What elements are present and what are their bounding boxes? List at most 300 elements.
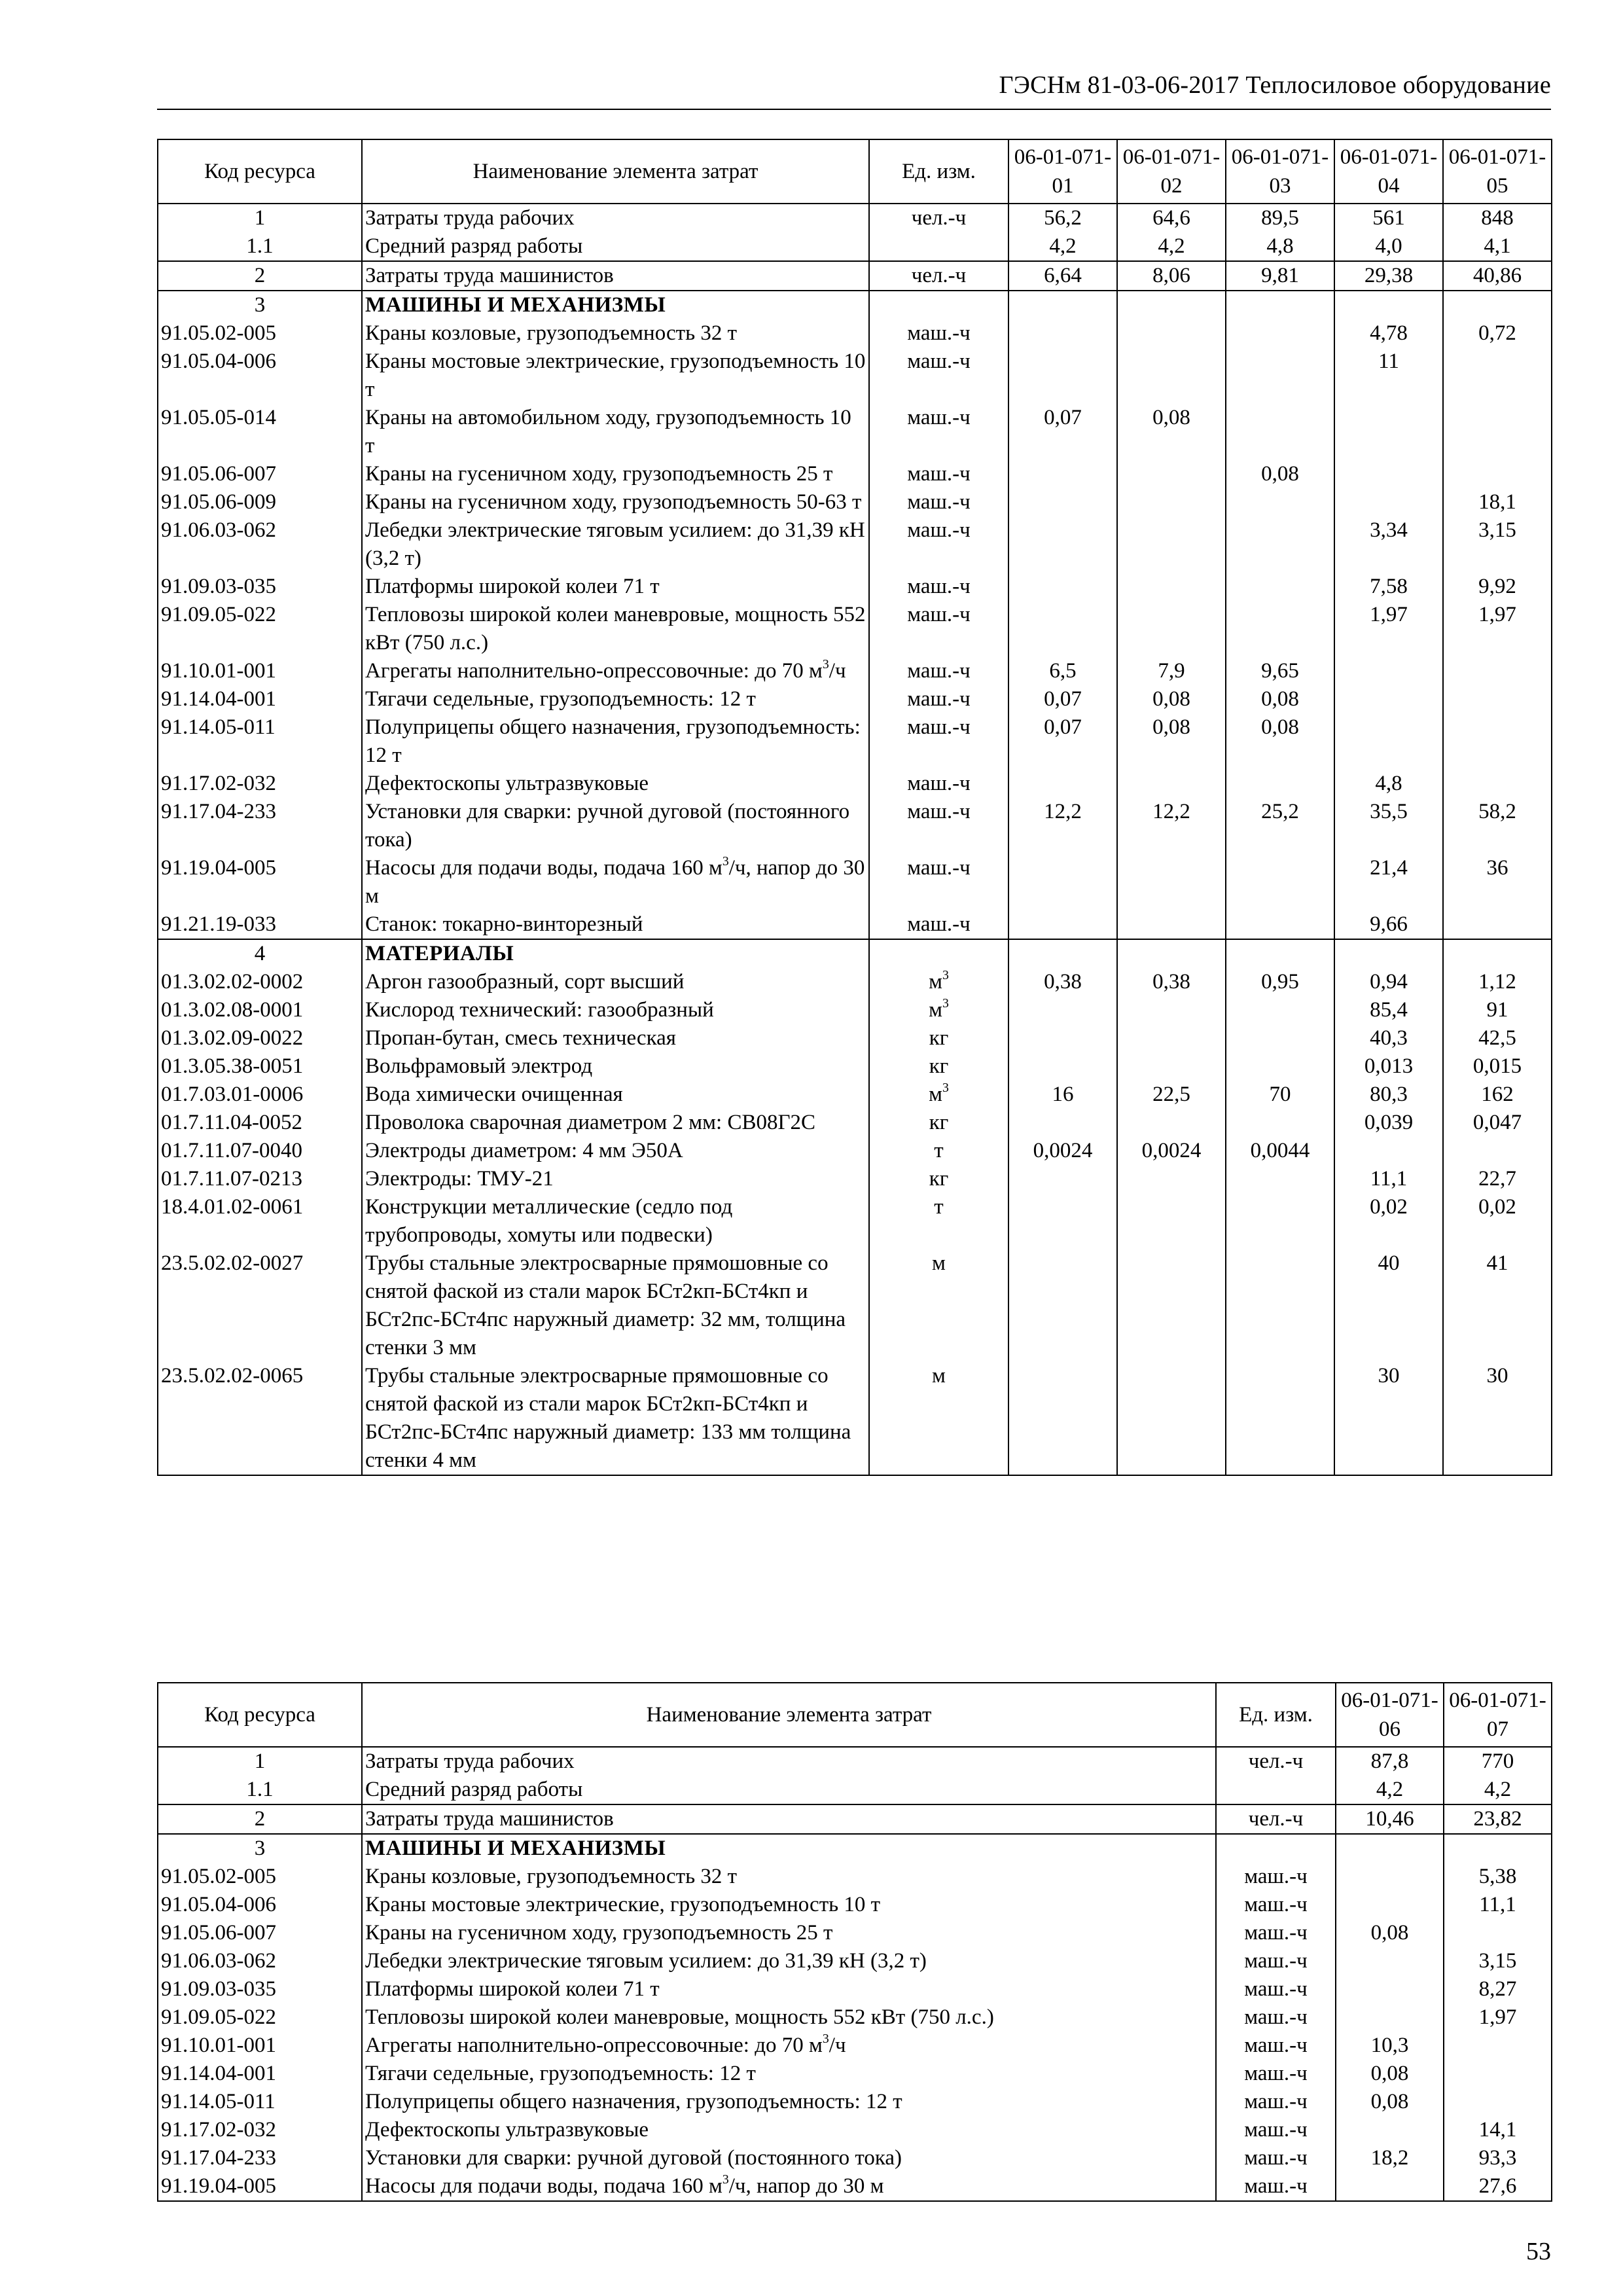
table-row [158,2088,1552,2116]
cost-element-name [362,1776,1216,1804]
norm-value: 42,5 [1443,1024,1552,1052]
norm-value [1443,910,1552,939]
cost-element-name [362,1747,1216,1776]
text: Платформы широкой колеи 71 т [365,575,660,598]
norm-value: 0,08 [1336,2060,1444,2088]
text: маш.-ч [907,603,971,626]
resource-code: 3 [158,1834,362,1863]
norm-value [1336,2172,1444,2201]
text: маш.-ч [1244,2146,1308,2170]
superscript: 3 [722,2172,729,2187]
cost-element-name [362,404,869,460]
text: Пропан-бутан, смесь техническая [365,1026,676,1050]
table-row [158,2144,1552,2172]
norm-value [1336,1891,1444,1919]
norm-value: 0,08 [1226,685,1334,713]
resource-code: 91.14.04-001 [158,2060,362,2088]
norm-value [1008,516,1117,573]
cost-element-name [362,261,869,291]
norm-value [1226,1249,1334,1362]
text: Электроды диаметром: 4 мм Э50А [365,1139,683,1162]
norm-value [1334,657,1443,685]
text: Краны мостовые электрические, грузоподъемность 10 т [365,1893,881,1916]
resource-code: 91.21.19-033 [158,910,362,939]
table-row [158,1249,1552,1362]
resource-code: 01.3.02.08-0001 [158,996,362,1024]
norms-table-1 [157,139,1552,1476]
text: м [929,998,942,1022]
norm-value [1008,1109,1117,1137]
document-title: ГЭСНм 81-03-06-2017 Теплосиловое оборудование [999,71,1551,99]
norm-value: 8,27 [1444,1975,1552,2003]
resource-code: 91.05.06-007 [158,1919,362,1947]
table-row [158,1776,1552,1804]
norm-value: 70 [1226,1081,1334,1109]
norm-value [1117,1249,1226,1362]
norm-value: 0,07 [1008,685,1117,713]
table-row [158,2116,1552,2144]
norm-value [1117,910,1226,939]
norm-value [1117,770,1226,798]
norm-value: 4,2 [1336,1776,1444,1804]
norm-value: 1,12 [1443,968,1552,996]
table-row [158,1834,1552,1863]
table-row [158,968,1552,996]
text: МАШИНЫ И МЕХАНИЗМЫ [365,293,666,317]
norm-value [1444,1919,1552,1947]
text: чел.-ч [1248,1807,1304,1831]
cost-element-name [362,348,869,404]
norm-value: 1,97 [1443,601,1552,657]
norm-value [1008,939,1117,968]
superscript: 3 [822,657,829,672]
norm-value: 9,92 [1443,573,1552,601]
norm-value [1334,939,1443,968]
norm-value: 561 [1334,204,1443,232]
text: Кислород технический: газообразный [365,998,714,1022]
cost-element-name [362,1109,869,1137]
norm-value [1444,1834,1552,1863]
resource-code: 01.3.02.02-0002 [158,968,362,996]
norm-value: 36 [1443,854,1552,910]
norm-value: 4,78 [1334,319,1443,348]
norm-value [1334,713,1443,770]
norm-value: 40 [1334,1249,1443,1362]
unit-of-measure [1216,1804,1336,1834]
cost-element-name [362,968,869,996]
norm-value [1117,319,1226,348]
text: Полуприцепы общего назначения, грузоподъемность: 12 т [365,715,861,767]
norm-value [1336,2003,1444,2032]
norm-value [1117,1165,1226,1193]
text: Полуприцепы общего назначения, грузоподъемность: 12 т [365,2090,902,2113]
header-col: 06-01-071-04 [1334,139,1443,204]
norm-value [1226,1024,1334,1052]
resource-code: 91.05.05-014 [158,404,362,460]
text: маш.-ч [907,490,971,514]
norm-value: 18,1 [1443,488,1552,516]
text: Затраты труда рабочих [365,206,575,230]
norm-value: 0,02 [1334,1193,1443,1249]
norm-value: 11 [1334,348,1443,404]
text: Дефектоскопы ультразвуковые [365,772,649,795]
unit-of-measure [1216,2144,1336,2172]
text: Трубы стальные электросварные прямошовные со снятой фаской из стали марок БСт2кп-БСт4кп и БСт2пс-БСт4пс наружный диаметр: 133 мм толщина стенки 4 мм [365,1364,851,1472]
table-row [158,261,1552,291]
unit-of-measure [869,1052,1008,1081]
text: Лебедки электрические тяговым усилием: до 31,39 кН (3,2 т) [365,1949,927,1973]
norm-value: 0,0044 [1226,1137,1334,1165]
norm-value [1334,488,1443,516]
norm-value: 12,2 [1008,798,1117,854]
table-header-row [158,139,1552,204]
unit-of-measure [869,968,1008,996]
norm-value [1008,319,1117,348]
header-divider [157,109,1551,110]
resource-code: 01.7.11.07-0040 [158,1137,362,1165]
text-suffix: /ч, напор до 30 м [728,2174,884,2198]
text: Краны на гусеничном ходу, грузоподъемность 25 т [365,462,833,486]
norm-value [1226,1109,1334,1137]
norm-value: 56,2 [1008,204,1117,232]
norm-value [1117,939,1226,968]
resource-code: 1 [158,1747,362,1776]
norm-value: 0,0024 [1008,1137,1117,1165]
norm-value: 64,6 [1117,204,1226,232]
resource-code: 3 [158,291,362,319]
norm-value [1443,460,1552,488]
norm-value [1117,348,1226,404]
text: маш.-ч [907,575,971,598]
unit-of-measure [869,713,1008,770]
cost-element-name [362,232,869,261]
norm-value [1008,996,1117,1024]
header-name: Наименование элемента затрат [362,139,869,204]
text: маш.-ч [1244,2005,1308,2029]
resource-code: 91.09.03-035 [158,573,362,601]
text: маш.-ч [1244,1977,1308,2001]
norm-value: 85,4 [1334,996,1443,1024]
norm-value [1226,770,1334,798]
text: Конструкции металлические (седло под трубопроводы, хомуты или подвески) [365,1195,733,1247]
table-row [158,910,1552,939]
norm-value [1117,1109,1226,1137]
norm-value [1008,854,1117,910]
text: Проволока сварочная диаметром 2 мм: СВ08Г2С [365,1111,816,1134]
table-row [158,854,1552,910]
norm-value [1226,939,1334,968]
norm-value: 848 [1443,204,1552,232]
norm-value [1008,488,1117,516]
cost-element-name [362,1249,869,1362]
resource-code: 01.7.03.01-0006 [158,1081,362,1109]
text: чел.-ч [911,206,967,230]
norm-value: 8,06 [1117,261,1226,291]
norm-value [1226,1165,1334,1193]
norm-value [1226,996,1334,1024]
norm-value [1443,939,1552,968]
resource-code: 91.17.04-233 [158,2144,362,2172]
resource-code: 91.06.03-062 [158,516,362,573]
text: Электроды: ТМУ-21 [365,1167,554,1191]
norm-value [1117,854,1226,910]
cost-element-name [362,2003,1216,2032]
norm-value: 0,95 [1226,968,1334,996]
text: кг [929,1054,949,1078]
cost-element-name [362,996,869,1024]
resource-code: 91.14.05-011 [158,2088,362,2116]
unit-of-measure [869,348,1008,404]
cost-element-name [362,1024,869,1052]
unit-of-measure [869,1362,1008,1475]
norm-value: 5,38 [1444,1863,1552,1891]
text: маш.-ч [1244,2034,1308,2057]
text: чел.-ч [911,264,967,287]
norm-value: 16 [1008,1081,1117,1109]
header-col: 06-01-071-05 [1443,139,1552,204]
text: Трубы стальные электросварные прямошовные со снятой фаской из стали марок БСт2кп-БСт4кп и БСт2пс-БСт4пс наружный диаметр: 32 мм, толщина стенки 3 мм [365,1251,846,1359]
text: Краны мостовые электрические, грузоподъемность 10 т [365,350,866,401]
norm-value: 18,2 [1336,2144,1444,2172]
norm-value [1336,1863,1444,1891]
resource-code: 91.05.06-009 [158,488,362,516]
norm-value: 21,4 [1334,854,1443,910]
text: т [934,1139,944,1162]
resource-code: 18.4.01.02-0061 [158,1193,362,1249]
norm-value: 4,8 [1226,232,1334,261]
cost-element-name [362,573,869,601]
cost-element-name [362,1165,869,1193]
unit-of-measure [1216,1975,1336,2003]
resource-code: 91.19.04-005 [158,854,362,910]
table-header-row [158,1683,1552,1747]
norm-value [1443,348,1552,404]
unit-of-measure [869,1081,1008,1109]
header-unit: Ед. изм. [869,139,1008,204]
resource-code: 1 [158,204,362,232]
norm-value [1008,1193,1117,1249]
norm-value: 0,015 [1443,1052,1552,1081]
norm-value [1008,770,1117,798]
cost-element-name [362,2032,1216,2060]
header-code: Код ресурса [158,139,362,204]
resource-code: 23.5.02.02-0027 [158,1249,362,1362]
norm-value: 11,1 [1334,1165,1443,1193]
norm-value: 0,08 [1336,1919,1444,1947]
table-row [158,404,1552,460]
norm-value [1117,1193,1226,1249]
unit-of-measure [869,910,1008,939]
norm-value: 7,9 [1117,657,1226,685]
norm-value: 3,15 [1444,1947,1552,1975]
text: маш.-ч [1244,1893,1308,1916]
norm-value: 6,5 [1008,657,1117,685]
norm-value: 22,7 [1443,1165,1552,1193]
norm-value [1226,516,1334,573]
norm-value [1443,713,1552,770]
text: Платформы широкой колеи 71 т [365,1977,660,2001]
text: Тепловозы широкой колеи маневровые, мощность 552 кВт (750 л.с.) [365,603,866,655]
text: Средний разряд работы [365,234,583,258]
cost-element-name [362,1137,869,1165]
resource-code: 91.17.04-233 [158,798,362,854]
text: маш.-ч [907,856,971,880]
table-row [158,291,1552,319]
norm-value [1226,1362,1334,1475]
page-number: 53 [1526,2238,1551,2265]
unit-of-measure [1216,2032,1336,2060]
header-col: 06-01-071-03 [1226,139,1334,204]
norm-value [1008,1052,1117,1081]
table-row [158,1165,1552,1193]
norm-value: 4,2 [1117,232,1226,261]
norm-value [1117,601,1226,657]
norm-value: 0,08 [1117,685,1226,713]
norm-value: 4,8 [1334,770,1443,798]
superscript: 3 [822,2032,829,2047]
norm-value: 0,047 [1443,1109,1552,1137]
unit-of-measure [1216,2060,1336,2088]
norm-value [1334,1137,1443,1165]
norm-value [1336,1975,1444,2003]
text: Тепловозы широкой колеи маневровые, мощность 552 кВт (750 л.с.) [365,2005,994,2029]
resource-code: 91.06.03-062 [158,1947,362,1975]
header-col: 06-01-071-01 [1008,139,1117,204]
resource-code: 91.09.05-022 [158,601,362,657]
text: маш.-ч [907,715,971,739]
text: кг [929,1167,949,1191]
norm-value [1443,1137,1552,1165]
header-col: 06-01-071-06 [1336,1683,1444,1747]
norm-value [1008,291,1117,319]
norm-value [1336,1834,1444,1863]
table-row [158,1024,1552,1052]
cost-element-name [362,657,869,685]
norm-value: 0,0024 [1117,1137,1226,1165]
norm-value: 4,1 [1443,232,1552,261]
text: чел.-ч [1248,1749,1304,1773]
text: МАШИНЫ И МЕХАНИЗМЫ [365,1837,666,1860]
unit-of-measure [869,798,1008,854]
unit-of-measure [869,319,1008,348]
norm-value: 0,08 [1226,713,1334,770]
cost-element-name [362,2144,1216,2172]
norm-value [1336,2116,1444,2144]
unit-of-measure [869,996,1008,1024]
norm-value [1334,404,1443,460]
unit-of-measure [869,1165,1008,1193]
unit-of-measure [1216,2116,1336,2144]
norm-value [1226,348,1334,404]
text: Краны на автомобильном ходу, грузоподъемность 10 т [365,406,851,457]
unit-of-measure [1216,1834,1336,1863]
norm-value: 0,08 [1226,460,1334,488]
unit-of-measure [869,460,1008,488]
unit-of-measure [1216,1863,1336,1891]
table-row [158,460,1552,488]
text: маш.-ч [907,687,971,711]
text: Тягачи седельные, грузоподъемность: 12 т [365,2062,756,2085]
norm-value: 80,3 [1334,1081,1443,1109]
norm-value: 7,58 [1334,573,1443,601]
norm-value: 0,94 [1334,968,1443,996]
text: маш.-ч [907,659,971,683]
norm-value: 0,013 [1334,1052,1443,1081]
text-suffix: /ч, напор до 30 м [365,856,865,908]
text: маш.-ч [1244,1949,1308,1973]
resource-code: 4 [158,939,362,968]
text: Лебедки электрические тяговым усилием: до 31,39 кН (3,2 т) [365,518,865,570]
cost-element-name [362,2088,1216,2116]
text: маш.-ч [907,912,971,936]
norm-value [1117,996,1226,1024]
text: т [934,1195,944,1219]
unit-of-measure [869,1137,1008,1165]
norm-value: 1,97 [1334,601,1443,657]
text: маш.-ч [1244,1865,1308,1888]
cost-element-name [362,516,869,573]
norm-value: 0,38 [1117,968,1226,996]
resource-code: 91.05.02-005 [158,1863,362,1891]
norm-value [1008,601,1117,657]
norm-value [1008,348,1117,404]
text: м [929,1083,942,1106]
norm-value: 9,65 [1226,657,1334,685]
text: маш.-ч [1244,2174,1308,2198]
norm-value [1443,657,1552,685]
superscript: 3 [942,996,949,1011]
superscript: 3 [942,968,949,983]
text: Насосы для подачи воды, подача 160 м [365,856,722,880]
table-row [158,1863,1552,1891]
norm-value [1117,460,1226,488]
norm-value [1226,601,1334,657]
norm-value: 0,72 [1443,319,1552,348]
text: маш.-ч [907,350,971,373]
norm-value [1008,573,1117,601]
norm-value: 87,8 [1336,1747,1444,1776]
norm-value: 93,3 [1444,2144,1552,2172]
norm-value: 0,08 [1117,713,1226,770]
text: маш.-ч [1244,2090,1308,2113]
text: м [932,1251,946,1275]
superscript: 3 [722,854,729,869]
table-row [158,1891,1552,1919]
text: Краны козловые, грузоподъемность 32 т [365,1865,738,1888]
table-row [158,1052,1552,1081]
table-row [158,798,1552,854]
table-row [158,996,1552,1024]
text: Затраты труда машинистов [365,1807,614,1831]
text: маш.-ч [907,800,971,823]
unit-of-measure [869,291,1008,319]
cost-element-name [362,798,869,854]
text: Вольфрамовый электрод [365,1054,593,1078]
table-row [158,713,1552,770]
resource-code: 91.14.05-011 [158,713,362,770]
norm-value [1117,1362,1226,1475]
norm-value [1117,1052,1226,1081]
cost-element-name [362,460,869,488]
norm-value: 23,82 [1444,1804,1552,1834]
resource-code: 01.3.05.38-0051 [158,1052,362,1081]
norm-value: 0,08 [1117,404,1226,460]
text: Вода химически очищенная [365,1083,623,1106]
table-row [158,601,1552,657]
norm-value: 40,86 [1443,261,1552,291]
unit-of-measure [869,232,1008,261]
cost-element-name [362,939,869,968]
